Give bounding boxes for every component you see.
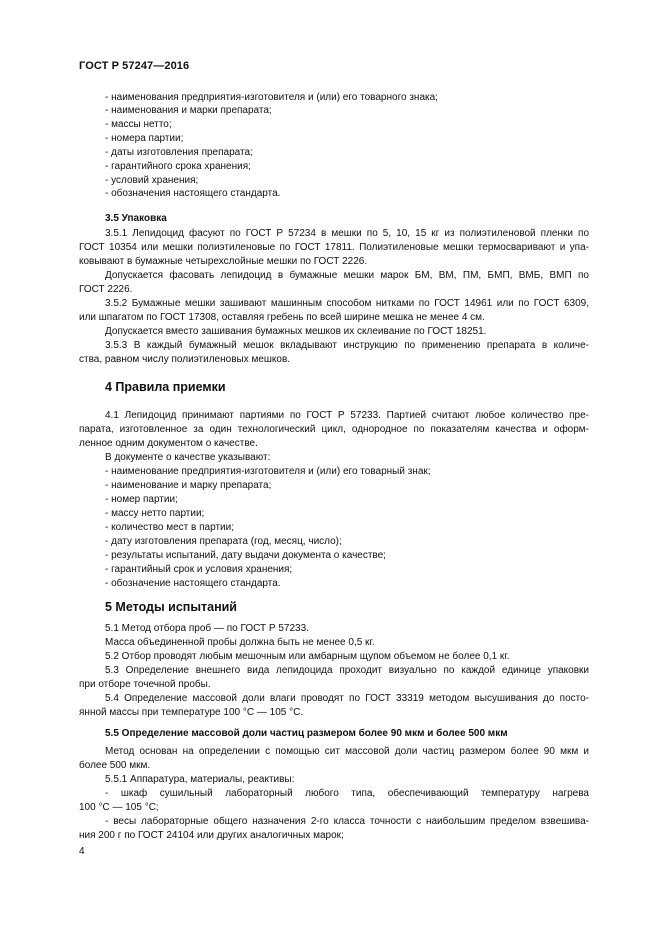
paragraph-line: ГОСТ 10354 или мешки полиэтиленовые по ГОСТ 17811. Полиэтиленовые мешки термосваривают и упа- [79, 242, 589, 253]
paragraph-line: или шпагатом по ГОСТ 17308, оставляя гребень по всей ширине мешка не менее 4 см. [79, 312, 485, 323]
list-item: - массы нетто; [105, 119, 172, 130]
list-item: - весы лабораторные общего назначения 2-го класса точности с наибольшим пределом взвешива- [105, 816, 589, 827]
paragraph-line: парата, изготовленное за один технологический цикл, однородное по показателям качества и оформ- [79, 424, 589, 435]
paragraph-line: 5.1 Метод отбора проб — по ГОСТ Р 57233. [105, 623, 309, 634]
list-item: - гарантийный срок и условия хранения; [105, 564, 293, 575]
paragraph-line: 5.3 Определение внешнего вида лепидоцида проходит визуально по каждой единице упаковки [105, 665, 589, 676]
paragraph-line: 3.5.3 В каждый бумажный мешок вкладывают инструкцию по применению препарата в количе- [105, 340, 589, 351]
section-title-4: 4 Правила приемки [105, 380, 226, 394]
list-item: - наименования предприятия-изготовителя и (или) его товарного знака; [105, 92, 438, 103]
paragraph-line: Допускается вместо зашивания бумажных мешков их склеивание по ГОСТ 18251. [105, 326, 487, 337]
list-item: - условий хранения; [105, 175, 199, 186]
paragraph-line: 5.2 Отбор проводят любым мешочным или амбарным щупом объемом не более 0,1 кг. [105, 651, 510, 662]
section-title-5: 5 Методы испытаний [105, 600, 237, 614]
list-item: - наименование предприятия-изготовителя и (или) его товарный знак; [105, 466, 431, 477]
list-item: - результаты испытаний, дату выдачи документа о качестве; [105, 550, 386, 561]
paragraph-line: ГОСТ 2226. [79, 284, 133, 295]
list-item: - шкаф сушильный лабораторный любого типа, обеспечивающий температуру нагрева [105, 788, 589, 799]
subsection-title-3-5: 3.5 Упаковка [105, 213, 167, 224]
paragraph-line: ленное одним документом о качестве. [79, 438, 258, 449]
paragraph-line: Масса объединенной пробы должна быть не менее 0,5 кг. [105, 637, 375, 648]
list-item: - наименования и марки препарата; [105, 105, 272, 116]
list-item: - гарантийного срока хранения; [105, 161, 251, 172]
list-item: - количество мест в партии; [105, 522, 234, 533]
list-item: - номера партии; [105, 133, 184, 144]
paragraph-line: 5.4 Определение массовой доли влаги проводят по ГОСТ 33319 методом высушивания до посто- [105, 693, 589, 704]
paragraph-line: ния 200 г по ГОСТ 24104 или других аналогичных марок; [79, 830, 344, 841]
paragraph-line: 4.1 Лепидоцид принимают партиями по ГОСТ Р 57233. Партией считают любое количество пре- [105, 410, 589, 421]
page-number: 4 [79, 846, 85, 857]
paragraph-line: 3.5.1 Лепидоцид фасуют по ГОСТ Р 57234 в мешки по 5, 10, 15 кг из полиэтиленовой пленки по [105, 228, 589, 239]
paragraph-line: янной массы при температуре 100 °С — 105 °С. [79, 707, 304, 718]
list-item: - обозначения настоящего стандарта. [105, 188, 281, 199]
paragraph-line: при отборе точечной пробы. [79, 679, 211, 690]
paragraph-line: 5.5.1 Аппаратура, материалы, реактивы: [105, 774, 295, 785]
paragraph-line: ства, равном числу полиэтиленовых мешков. [79, 354, 291, 365]
paragraph-line: Метод основан на определении с помощью сит массовой доли частиц размером более 90 мкм и [105, 746, 589, 757]
list-item: - дату изготовления препарата (год, месяц, число); [105, 536, 342, 547]
paragraph-line: 100 °С — 105 °С; [79, 802, 159, 813]
paragraph-line: В документе о качестве указывают: [105, 452, 271, 463]
list-item: - массу нетто партии; [105, 508, 205, 519]
paragraph-line: более 500 мкм. [79, 760, 151, 771]
paragraph-line: Допускается фасовать лепидоцид в бумажные мешки марок БМ, ВМ, ПМ, БМП, ВМБ, ВМП по [105, 270, 589, 281]
paragraph-line: ковывают в бумажные четырехслойные мешки по ГОСТ 2226. [79, 256, 368, 267]
document-header: ГОСТ Р 57247—2016 [79, 60, 190, 72]
subsection-title-5-5: 5.5 Определение массовой доли частиц размером более 90 мкм и более 500 мкм [105, 728, 508, 739]
paragraph-line: 3.5.2 Бумажные мешки зашивают машинным способом нитками по ГОСТ 14961 или по ГОСТ 6309, [105, 298, 589, 309]
list-item: - номер партии; [105, 494, 178, 505]
list-item: - даты изготовления препарата; [105, 147, 253, 158]
list-item: - наименование и марку препарата; [105, 480, 272, 491]
list-item: - обозначение настоящего стандарта. [105, 578, 281, 589]
